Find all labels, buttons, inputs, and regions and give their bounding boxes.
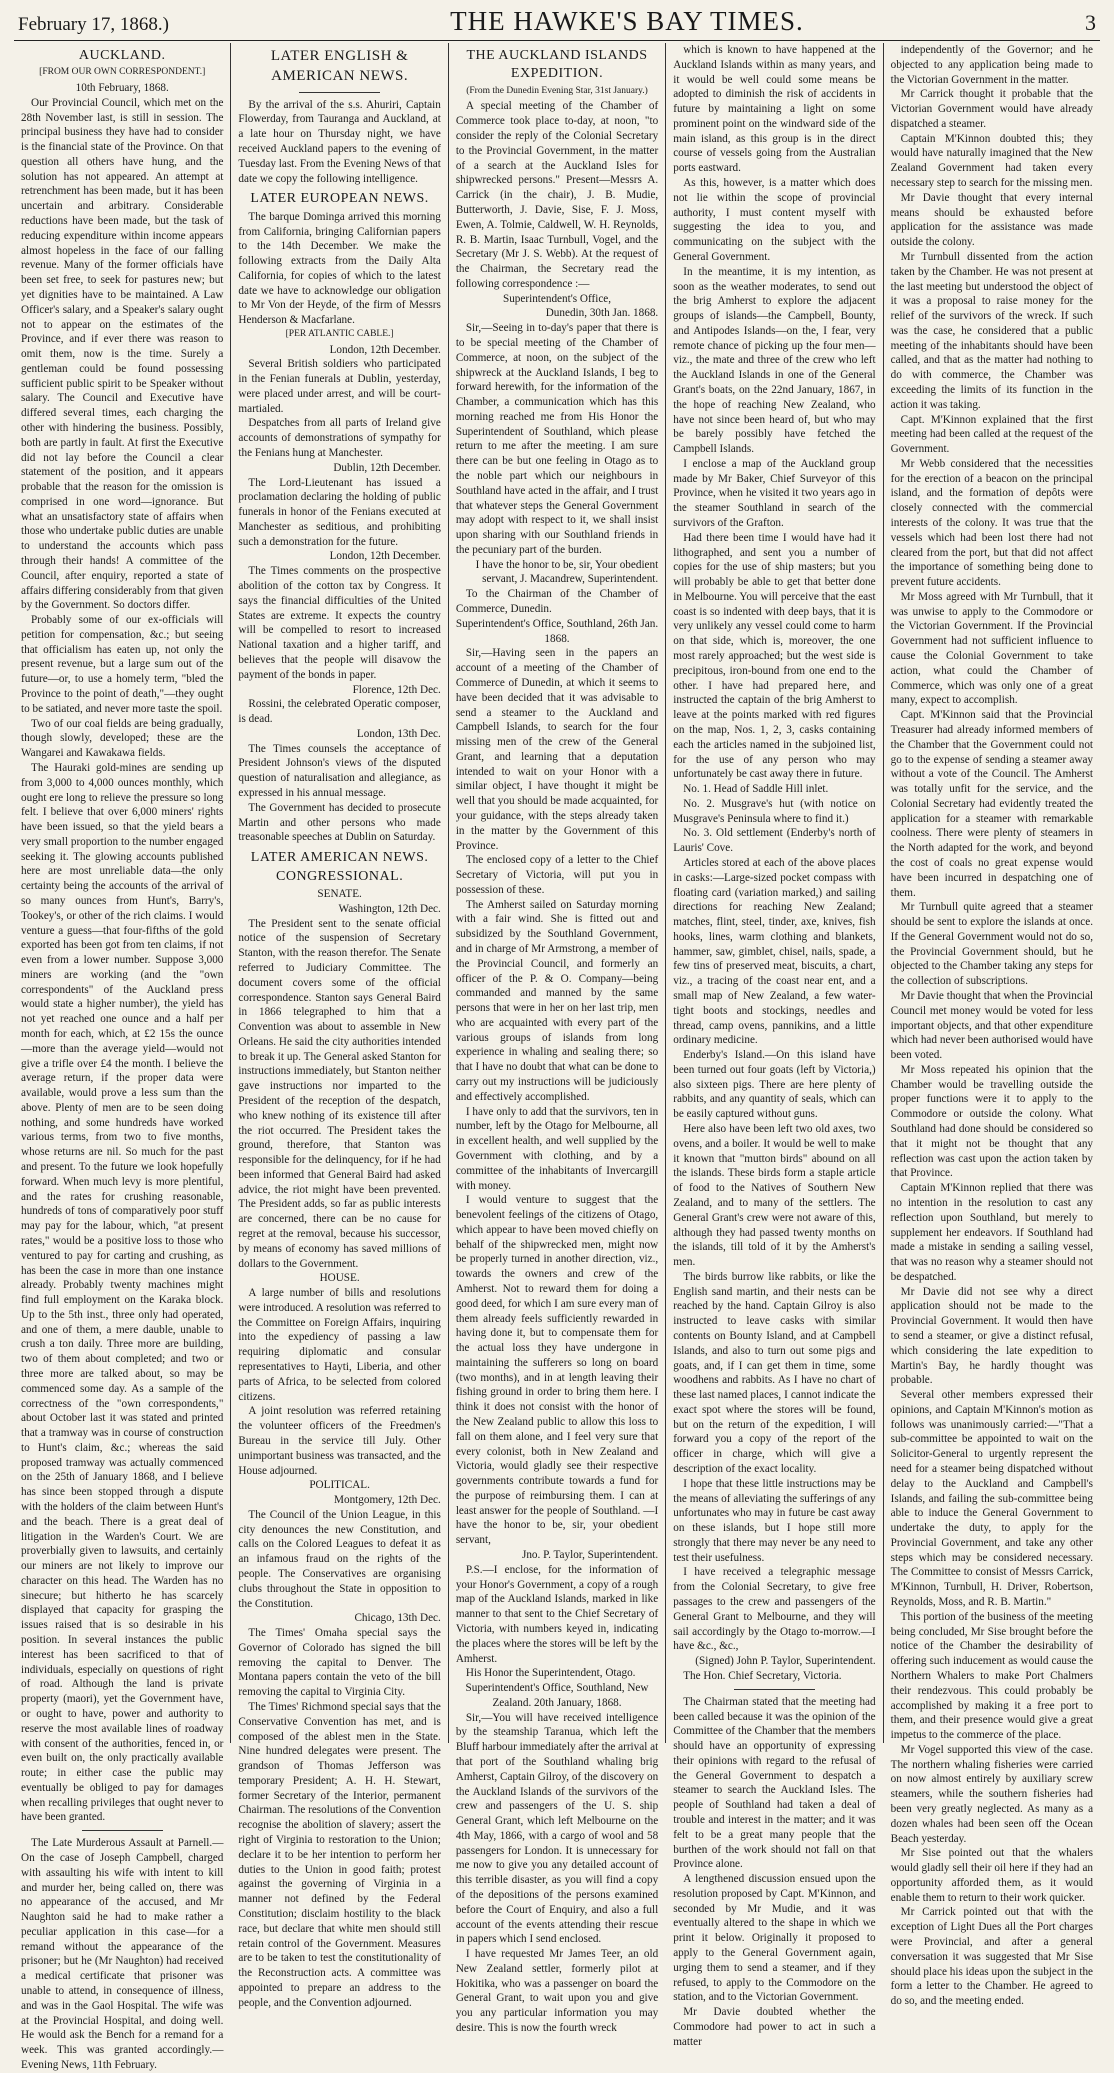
subsection-heading: HOUSE. — [319, 1272, 360, 1285]
signature: I have the honor to be, sir, Your obedient servant, J. Macandrew, Superintendent. — [475, 558, 659, 586]
paragraph: The Hauraki gold-mines are sending up from 3,000 to 4,000 ounces monthly, which ought ere long to relieve the pressure so long felt. I believe that over 6,000 miners' rights have been issued, so that the yield bears a very small proportion to the number engaged seeking it. The glowing accounts published here are most unreliable data—the only certainty being the accounts of the arrival of so many ounces from Hunt's, Barry's, Tookey's, or other of the rich claims. I would venture a guess—that four-fifths of the gold exported has been got from ten claims, if not even from a lower number. Suppose 3,000 miners are working (and the "own correspondents" of the Auckland press would state a higher number), the yield has not yet reached one ounce and a half per month for each, which, at £2 15s the ounce—more than the average yield—would not give a trifle over £4 the month. I believe the average return, if the proper data were available, would prove a less sum than the above. Plenty of men are to be seen doing nothing, and some hundreds have worked various terms, from two to five months, whose returns are nil. So much for the past and present. To the future we look hopefully forward. When much levy is more plentiful, and the rates for crushing reasonable, hundreds of tons of comparatively poor stuff may pay for the labour, which, "at present rates," would be a positive loss to those who ventured to pay for carting and crushing, as has been the case in more than one instance already. Probably twenty machines might find full employment on the Karaka block. Up to the 5th inst., three only had operated, and one of them, a mere dauble, unable to crush a ton daily. Three more are building, two of them about completed; and two or three more are talked about, so may be commenced some day. As a sample of the correctness of the "own correspondents," about October last it was stated and printed that a tramway was in course of construction to Hunt's claim, &c.; whereas the said proposed tramway was actually commenced on the 25th of January 1868, and I believe has since been stopped through a dispute with the holders of the claim between Hunt's and the beach. There is a great deal of litigation in the Warden's Court. We are proverbially given to lawsuits, and certainly our miners are not likely to improve our character on this head. The Warden has no sinecure; but hitherto he has scarcely displayed that capacity for grasping the issues raised that is so desirable in his position. In several instances the public interest has been sacrificed to that of individuals, especially on questions of right of road. Although the land is private property (maori), yet the Government have, or ought to have, power and authority to reserve the most available lines of roadway with consent of the authorities, fenced in, or even built on, the only practically available route; in either case the public may eventually be obliged to pay for damages when recalling privileges that ought never to have been granted. — [21, 761, 224, 1824]
dateline: Dublin, 12th December. — [333, 461, 441, 474]
newspaper-title: THE HAWKE'S BAY TIMES. — [450, 6, 804, 36]
dateline: Florence, 12th Dec. — [352, 683, 441, 696]
paragraph: The Lord-Lieutenant has issued a proclamation declaring the holding of public funerals in honor of the Fenians executed at Manchester as seditious, and prohibiting such a demonstration for the future. — [238, 476, 441, 548]
paragraph: Enderby's Island.—On this island have been turned out four goats (left by Victoria,) also sixteen pigs. There are here plenty of rabbits, and any quantity of seals, which can be easily captured without guns. — [673, 1049, 876, 1121]
paragraph: The Times counsels the acceptance of President Johnson's views of the disputed question of naturalisation and allegiance, as expressed in his annual message. — [238, 742, 441, 799]
paragraph: I would venture to suggest that the benevolent feelings of the citizens of Otago, which appear to have been moved chiefly on behalf of the shipwrecked men, might now be properly turned in another direction, viz., towards the owners and crew of the Amherst. Not to reward them for doing a good deed, for which I am sure every man of them already feels sufficiently rewarded in having done it, but to compensate them for the actual loss they have undergone in maintaining the sufferers so long on board (two months), and in at length leaving their fishing ground in order to bring them here. I think it does not consist with the honor of the New Zealand public to allow this loss to fall on them alone, and I feel very sure that every colonist, both in New Zealand and Victoria, would gladly see their respective governments contribute towards a fund for the purpose of reimbursing them. I can at least answer for the people of Southland. —I have the honor to be, sir, your obedient servant, — [455, 1194, 659, 1547]
paragraph: Capt. M'Kinnon explained that the first meeting had been called at the request of the Government. — [890, 413, 1094, 456]
paragraph: Had there been time I would have had it lithographed, and sent you a number of copies for the use of ship masters; but you will probably be able to get that better done in Melbourne. You will perceive that the east coast is so indented with deep bays, that it is very unlikely any vessel could come to harm on that side, which is, moreover, the one most rarely approached; but the west side is precipitous, iron-bound from one end to the other. I have had prepared here, and instructed the captain of the brig Amherst to leave at the points marked with red figures on the map, Nos. 1, 2, 3, casks containing each the articles named in the subjoined list, for the use of any person who may unfortunately be cast away there in future. — [673, 531, 876, 781]
paragraph: I have only to add that the survivors, ten in number, left by the Otago for Melbourne, all in excellent health, and well supplied by the Government with clothing, and by a committee of the inhabitants of Invercargill with money. — [455, 1105, 659, 1192]
correspondent-line: [FROM OUR OWN CORRESPONDENT.] — [39, 67, 206, 78]
paragraph: The Amherst sailed on Saturday morning with a fair wind. She is fitted out and subsidized by the Southland Government, and in charge of Mr Armstrong, a member of the Provincial Council, and formerly an officer of the P. & O. Company—being commanded and manned by the same persons that were in her on her last trip, men who are acquainted with every part of the various groups of islands from long experience in whaling and sealing there; so that I have no doubt that what can be done to carry out my instructions will be judiciously and effectively accomplished. — [455, 898, 659, 1103]
signature: (Signed) John P. Taylor, Superintendent. — [695, 1655, 876, 1668]
paragraph: Mr Turnbull dissented from the action taken by the Chamber. He was not present at the last meeting but understood the object of it was a proposal to raise money for the relief of the survivors of the wreck. If such was the case, he considered that a public meeting of the inhabitants should have been called, and that as the matter had nothing to do with commerce, the Chamber was exceeding the limits of its function in the action it was taking. — [890, 250, 1094, 411]
section-heading: LATER EUROPEAN NEWS. — [250, 191, 429, 207]
paragraph: Capt. M'Kinnon said that the Provincial Treasurer had already informed members of the Chamber that the Government could not go to the expense of sending a steamer away without a vote of the Council. The Amherst was totally unfit for the service, and the Colonial Secretary had evidently treated the application for a steamer with remarkable coolness. There were plenty of steamers in the North adapted for the work, and beyond the cost of coals no great expense would have been incurred in despatching one of them. — [890, 709, 1094, 899]
letter-header: Superintendent's Office, Southland, 26th Jan. 1868. — [455, 617, 659, 645]
section-heading: LATER AMERICAN NEWS. CONGRESSIONAL. — [250, 850, 429, 884]
paragraph: The Chairman stated that the meeting had been called because it was the opinion of the Committee of the Chamber that the members should have an opportunity of expressing their opinions with regard to the refusal of the General Government to despatch a steamer to search the Auckland Isles. The people of Southland had taken a deal of trouble and interest in the matter; and it was felt to be a great many people that the burthen of the work should not fall on that Province alone. — [673, 1695, 876, 1871]
cable-note: [PER ATLANTIC CABLE.] — [285, 329, 394, 339]
paragraph: Rossini, the celebrated Operatic composer, is dead. — [238, 698, 441, 726]
paragraph: Captain M'Kinnon replied that there was no intention in the resolution to cast any reflection upon Southland, but merely to supplement her endeavors. If Southland had made a mistake in sending a sailing vessel, that was no reason why a steamer should not be despatched. — [890, 1182, 1094, 1283]
dateline: London, 12th December. — [329, 343, 441, 356]
paragraph: Mr Davie thought that when the Provincial Council met money would be voted for less important objects, and that other expenditure which had never been authorised would have been voted. — [890, 990, 1094, 1062]
paragraph: The Government has decided to prosecute Martin and other persons who made treasonable speeches at Dublin on Saturday. — [238, 801, 441, 844]
paragraph: Mr Moss repeated his opinion that the Chamber would be travelling outside the proper functions were it to apply to the Commodore or outside the colony. What Southland had done should be considered so that it might not be thought that any reflection was cast upon the action taken by that Province. — [890, 1063, 1094, 1180]
paragraph: The birds burrow like rabbits, or like the English sand martin, and their nests can be reached by the hand. Captain Gilroy is also instructed to leave casks with similar contents on Bounty Island, and at Campbell Islands, and also to turn out some pigs and goats, and, if I can get them in time, some woodhens and rabbits. As I have no chart of these last named places, I cannot indicate the exact spot where the stores will be found, but on the return of the expedition, I will forward you a copy of the report of the officer in charge, which will give a description of the exact locality. — [673, 1270, 876, 1475]
column-4 — [666, 43, 883, 2048]
paragraph: Mr Moss agreed with Mr Turnbull, that it was unwise to apply to the Commodore or the Victorian Government. If the Provincial Government had not sufficient influence to cause the Colonial Government to take action, what could the Chamber of Commerce, which was only one of a great many, expect to accomplish. — [890, 590, 1094, 707]
letter-header: Superintendent's Office, Southland, New Zealand. 20th January, 1868. — [465, 1682, 649, 1709]
paragraph: As this, however, is a matter which does not lie within the scope of provincial authority, I must content myself with suggesting the idea to you, and communicating on the subject with the General Government. — [673, 177, 876, 263]
masthead — [14, 6, 1100, 41]
divider — [82, 1830, 163, 1831]
paragraph: A special meeting of the Chamber of Commerce took place to-day, at noon, "to consider the reply of the Colonial Secretary to the Provincial Government, in the matter of a search at the Auckland Isles for shipwrecked persons." Present—Messrs A. Carrick (in the chair), J. B. Mudie, Butterworth, J. Davie, Sise, F. J. Moss, Ewen, A. Tolmie, Caldwell, W. H. Reynolds, R. B. Martin, Isaac Turnbull, Vogel, and the Secretary (Mr J. S. Webb). At the request of the Chairman, the Secretary read the following correspondence :— — [455, 100, 659, 290]
paragraph: Mr Turnbull quite agreed that a steamer should be sent to explore the islands at once. If the General Government would not do so, the Provincial Government should, but he objected to the Chamber taking any steps for the collection of subscriptions. — [890, 901, 1094, 988]
paragraph: This portion of the business of the meeting being concluded, Mr Sise brought before the notice of the Chamber the desirability of offering such inducement as would cause the Northern Whalers to make Port Chalmers their rendezvous. This could probably be accomplished by making it a free port to them, and their presence would give a great impetus to the commerce of the place. — [890, 1610, 1094, 1742]
column-1 — [14, 43, 231, 2071]
dateline: 10th February, 1868. — [75, 82, 169, 94]
paragraph: I have received a telegraphic message from the Colonial Secretary, to give free passages to the crew and passengers of the General Grant to Melbourne, and they will sail accordingly by the Otago to-morrow.—I have &c., &c., — [673, 1566, 876, 1653]
paragraph: The Times comments on the prospective abolition of the cotton tax by Congress. It says the financial difficulties of the United States are extreme. It expects the country will be compelled to resort to increased National taxation and a higher tariff, and believes that the people will disavow the payment of the bonds in paper. — [238, 565, 441, 681]
letter-date: Dunedin, 30th Jan. 1868. — [545, 307, 659, 320]
dateline: London, 12th December. — [329, 550, 441, 563]
paragraph: Here also have been left two old axes, two ovens, and a boiler. It would be well to make it known that "mutton birds" abound on all the islands. These birds form a staple article of food to the Natives of Southern New Zealand, and to many of the settlers. The General Grant's crew were not aware of this, although they had passed twenty months on the islands, till told of it by the Amherst's men. — [673, 1123, 876, 1269]
paragraph: By the arrival of the s.s. Ahuriri, Captain Flowerday, from Tauranga and Auckland, at a late hour on Thursday night, we have received Auckland papers to the evening of Tuesday last. From the Evening News of that date we copy the following intelligence. — [238, 98, 441, 185]
paragraph: Probably some of our ex-officials will petition for compensation, &c.; but seeing that officialism has eaten up, not only the present revenue, but a large sum out of the future—or, to use a homely term, "bled the Province to the point of death,"—they ought to be satiated, and never more taste the spoil. — [21, 614, 224, 715]
dateline: Chicago, 13th Dec. — [354, 1612, 441, 1625]
divider — [734, 1689, 815, 1690]
paragraph: The Times' Richmond special says that the Conservative Convention has met, and is composed of the ablest men in the State. Nine hundred delegates were present. The grandson of Thomas Jefferson was temporary President; A. H. H. Stewart, former Secretary of the Interior, permanent Chairman. The resolutions of the Convention recognise the abolition of slavery; assert the right of Virginia to restoration to the Union; declare it to be her intention to perform her duties to the Union in good faith; protest against the governing of Virginia in a manner not defined by the Federal Constitution; disclaim hostility to the black race, but declare that white men should still retain control of the Government. Measures are to be taken to test the constitutionality of the Reconstruction acts. A committee was appointed to prepare an address to the people, and the Convention adjourned. — [238, 1701, 441, 2009]
addressee: To the Chairman of the Chamber of Commerce, Dunedin. — [455, 588, 659, 616]
paragraph: A lengthened discussion ensued upon the resolution proposed by Capt. M'Kinnon, and seconded by Mr Mudie, and it was eventually altered to the shape in which we print it below. Originally it proposed to apply to the General Government again, urging them to send a steamer, and if they refused, to apply to the Commodore on the station, and to the Victorian Government. — [673, 1873, 876, 2004]
paragraph: Our Provincial Council, which met on the 28th November last, is still in session. The principal business they have had to consider is the financial state of the Province. On that question all others have hung, and the solution has not appeared. An attempt at retrenchment has been made, but it has been uncertain and arbitrary. Considerable reductions have been made, but the task of reducing expenditure within income appears almost hopeless in the face of our falling revenue. Many of the former officials have been set free, to seek for pastures new; but yet dignities have to be maintained. A Law Officer's salary, and a Speaker's salary ought not to appear on the estimates of the Province, and if ever there was reason to omit them, now is the time. Surely a gentleman could be found possessing sufficient public spirit to be Speaker without salary. The Council and Executive have differed several times, each charging the other with hindering the business. Possibly, both are partly in fault. At first the Executive did not lay before the Council a clear statement of the position, and it appears probable that the reason for the omission is comprised in one word—ignorance. But what an unsatisfactory state of affairs when those who undertake public duties are unable to understand the accounts which pass through their hands! A committee of the Council, after enquiry, reported a state of affairs differing considerably from that given by the Government. So doctors differ. — [21, 96, 224, 612]
paragraph: independently of the Governor; and he objected to any application being made to the Victorian Government in the matter. — [890, 44, 1094, 86]
paragraph: Mr Davie thought that every internal means should be exhausted before application for the assistance was made outside the colony. — [890, 191, 1094, 249]
article-heading-later-news: LATER ENGLISH & AMERICAN NEWS. — [270, 48, 409, 84]
letter-header: Superintendent's Office, — [502, 292, 612, 305]
paragraph: P.S.—I enclose, for the information of your Honor's Government, a copy of a rough map of the Auckland Islands, marked in like manner to that sent to the Chief Secretary of Victoria, with numbers keyed in, indicating the places where the stores will be left by the Amherst. — [455, 1563, 659, 1665]
addressee: The Hon. Chief Secretary, Victoria. — [683, 1669, 842, 1682]
list-item: No. 1. Head of Saddle Hill inlet. — [683, 783, 829, 796]
paragraph: Mr Davie did not see why a direct application should not be made to the Provincial Government. It would then have to send a steamer, or give a distinct refusal, which considering the late expedition to Martin's Bay, he hardly thought was probable. — [890, 1285, 1094, 1387]
paragraph: I hope that these little instructions may be the means of alleviating the sufferings of any unfortunates who may in future be cast away on these islands, but I hope still more strongly that there may never be any need to test their usefulness. — [673, 1477, 876, 1564]
paragraph: which is known to have happened at the Auckland Islands within as many years, and it would be well could some means be adopted to diminish the risk of accidents in future by maintaining a light on some prominent point on the windward side of the main island, as this group is in the direct course of vessels going from the Australian ports eastward. — [673, 44, 876, 175]
paragraph: The barque Dominga arrived this morning from California, bringing Californian papers to the 14th December. We make the following extracts from the Daily Alta California, for copies of which to the latest date we have to acknowledge our obligation to Mr Von der Heyde, of the firm of Messrs Henderson & Macfarlane. — [238, 210, 441, 327]
page-number: 3 — [1084, 10, 1096, 35]
paragraph: Sir,—Seeing in to-day's paper that there is to be special meeting of the Chamber of Commerce, at noon, on the subject of the shipwreck at the Auckland Islands, I beg to forward herewith, for the information of the Chamber, a communication which has this morning reached me from His Honor the Superintendent of Southland, which please return to me after the meeting. I am sure there can be but one feeling in Otago as to the noble part which our neighbours in Southland have acted in the affair, and I trust that whatever steps the General Government may adopt with respect to it, we shall insist upon sharing with our Southland friends in the pecuniary part of the burden. — [455, 322, 659, 556]
paragraph: I have requested Mr James Teer, an old New Zealand settler, formerly pilot at Hokitika, who was a passenger on board the General Grant, to wait upon you and give you any particular information you may desire. This is now the fourth wreck — [455, 1948, 659, 2035]
article-heading-auckland: AUCKLAND. — [78, 48, 166, 63]
column-5 — [884, 43, 1100, 2008]
issue-date: February 17, 1868.) — [18, 14, 169, 35]
divider — [299, 92, 380, 93]
paragraph: Sir,—Having seen in the papers an account of a meeting of the Chamber of Commerce of Dunedin, at which it seems to have been decided that it was advisable to send a steamer to the Auckland and Campbell Islands, to search for the four missing men of the crew of the General Grant, and learning that a deputation intended to wait on your Honor with a similar object, I have thought it might be well that you should be made acquainted, for your guidance, with the steps already taken in the matter by the Government of this Province. — [455, 647, 659, 852]
paragraph: Two of our coal fields are being gradually, though slowly, developed; these are the Wangarei and Kawakawa fields. — [21, 717, 224, 760]
paragraph: Mr Webb considered that the necessities for the erection of a beacon on the principal island, and the formation of depôts were closely connected with the commercial interests of the colony. It was true that the vessels which had been lost there had not cleared from the port, but that did not affect the importance of something being done to prevent future accidents. — [890, 457, 1094, 589]
paragraph: Articles stored at each of the above places in casks:—Large-sized pocket compass with floating card (variation marked,) and sailing directions for reaching New Zealand; matches, flint, steel, tinder, axe, knives, fish hooks, lines, warm clothing and blankets, hammer, saw, gimblet, chisel, nails, spade, a few tins of preserved meat, biscuits, a chart, viz., a tracing of the coast near ent, and a small map of New Zealand, a few water-tight boots and stockings, needles and thread, camp ovens, pannikins, and a little ordinary medicine. — [673, 856, 876, 1047]
signature: Jno. P. Taylor, Superintendent. — [521, 1549, 659, 1562]
paragraph: Mr Sise pointed out that the whalers would gladly sell their oil here if they had an opportunity afforded them, as it would enable them to return to their work quicker. — [890, 1847, 1094, 1904]
paragraph: Several other members expressed their opinions, and Captain M'Kinnon's motion as follows was unanimously carried:—"That a sub-committee be appointed to wait on the Solicitor-General to urgently represent the need for a steamer being dispatched without delay to the Auckland and Campbell's Islands, and failing the sub-committee being able to induce the General Government to undertake the duty, to apply for the Provincial Government, and take any other steps which may be considered necessary. The Committee to consist of Messrs Carrick, M'Kinnon, Turnbull, H. Driver, Robertson, Reynolds, Moss, and R. B. Martin." — [890, 1389, 1094, 1609]
article-heading-expedition: THE AUCKLAND ISLANDS EXPEDITION. — [466, 48, 648, 82]
paragraph: Sir,—You will have received intelligence by the steamship Taranua, which left the Bluff harbour immediately after the arrival at that port of the Southland whaling brig Amherst, Captain Gilroy, of the discovery on the Auckland Islands of the survivors of the crew and passengers of the U. S. ship General Grant, which left Melbourne on the 4th May, 1866, with a cargo of wool and 58 passengers for London. It is unnecessary for me now to give you any detailed account of this terrible disaster, as you will find a copy of the depositions of the persons examined before the Court of Enquiry, and also a full account of the events attending their rescue in papers which I send enclosed. — [455, 1711, 659, 1946]
paragraph: In the meantime, it is my intention, as soon as the weather moderates, to send out the brig Amherst to explore the adjacent groups of islands—the Campbell, Bounty, and Antipodes Islands—on the, I fear, very remote chance of picking up the four men—viz., the mate and three of the crew who left the Auckland Islands in one of the General Grant's boats, on the 22nd January, 1867, in the hope of reaching New Zealand, who have not since been heard of, but who may be barely possibly have fetched the Campbell Islands. — [673, 265, 876, 456]
addressee: His Honor the Superintendent, Otago. — [465, 1667, 636, 1680]
paragraph: Mr Davie doubted whether the Commodore had power to act in such a matter — [673, 2006, 876, 2048]
paragraph: Despatches from all parts of Ireland give accounts of demonstrations of sympathy for the Fenians hung at Manchester. — [238, 417, 441, 459]
dateline: Washington, 12th Dec. — [338, 902, 441, 915]
columns — [14, 43, 1100, 2071]
subsection-heading: POLITICAL. — [309, 1479, 370, 1492]
paragraph: Mr Vogel supported this view of the case. The northern whaling fisheries were carried on now almost entirely by auxiliary screw steamers, while the southern fisheries had been very greatly neglected. As many as a dozen whales had been seen off the Ocean Beach yesterday. — [890, 1743, 1094, 1845]
paragraph: A joint resolution was referred retaining the volunteer officers of the Freedmen's Bureau in the service till July. Other unimportant business was transacted, and the House adjourned. — [238, 1405, 441, 1477]
paragraph: Several British soldiers who participated in the Fenian funerals at Dublin, yesterday, were placed under arrest, and will be court-martialed. — [238, 358, 441, 415]
paragraph: The Late Murderous Assault at Parnell.—On the case of Joseph Campbell, charged with assaulting his wife with intent to kill and murder her, being called on, there was no appearance of the accused, and Mr Naughton said he had to make rather a peculiar application in this case—for a remand without the appearance of the prisoner; but he (Mr Naughton) had received a medical certificate that prisoner was unable to attend, in consequence of illness, and was in the Gaol Hospital. The wife was at the Provincial Hospital, and doing well. He would ask the Bench for a remand for a week. This was granted accordingly.—Evening News, 11th February. — [21, 1837, 224, 2071]
paragraph: I enclose a map of the Auckland group made by Mr Baker, Chief Surveyor of this Province, when he visited it two years ago in the steamer Southland in search of the survivors of the Grafton. — [673, 457, 876, 529]
paragraph: The Council of the Union League, in this city denounces the new Constitution, and calls on the Colored Leagues to defeat it as an infamous fraud on the rights of the people. The Conservatives are organising clubs throughout the State in opposition to the Constitution. — [238, 1508, 441, 1610]
paragraph: Mr Carrick pointed out that with the exception of Light Dues all the Port charges were Provincial, and after a general conversation it was suggested that Mr Sise should place his ideas upon the subject in the form a letter to the Chamber. He agreed to do so, and the meeting ended. — [890, 1906, 1094, 2008]
source-note: (From the Dunedin Evening Star, 31st January.) — [466, 85, 648, 96]
subsection-heading: SENATE. — [317, 888, 362, 901]
column-2 — [231, 43, 448, 2009]
paragraph: A large number of bills and resolutions were introduced. A resolution was referred to the Committee on Foreign Affairs, inquiring into the expediency of passing a law requiring diplomatic and consular representatives to Hayti, Liberia, and other parts of Africa, to be selected from colored citizens. — [238, 1287, 441, 1403]
paragraph: The President sent to the senate official notice of the suspension of Secretary Stanton, with the reason therefor. The Senate referred to Judiciary Committee. The document covers some of the official correspondence. Stanton says General Baird in 1866 telegraphed to him that a Convention was about to assemble in New Orleans. He said the city authorities intended to break it up. The General asked Stanton for instructions immediately, but Stanton neither gave instructions nor imparted to the President of the reception of the despatch, who knew nothing of its existence till after the riot occurred. The President takes the ground, therefore, that Stanton was responsible for the delinquency, for if he had been informed that General Baird had asked advice, the riot might have been prevented. The President adds, so far as public interests are concerned, there can be no cause for regret at the removal, because his successor, by means of economy has saved millions of dollars to the Government. — [238, 917, 441, 1270]
paragraph: The enclosed copy of a letter to the Chief Secretary of Victoria, will put you in possession of these. — [455, 854, 659, 896]
list-item: No. 3. Old settlement (Enderby's north of Lauris' Cove. — [673, 827, 876, 855]
paragraph: Mr Carrick thought it probable that the Victorian Government would have already dispatched a steamer. — [890, 88, 1094, 130]
dateline: Montgomery, 12th Dec. — [334, 1494, 441, 1507]
column-3 — [449, 43, 666, 2035]
paragraph: Captain M'Kinnon doubted this; they would have naturally imagined that the New Zealand Government had taken every necessary step to search for the missing men. — [890, 132, 1094, 190]
dateline: London, 13th Dec. — [356, 727, 441, 740]
list-item: No. 2. Musgrave's hut (with notice on Musgrave's Peninsula where to find it.) — [673, 797, 876, 825]
paragraph: The Times' Omaha special says the Governor of Colorado has signed the bill removing the capital to Denver. The Montana papers contain the veto of the bill removing the capital to Virginia City. — [238, 1627, 441, 1699]
